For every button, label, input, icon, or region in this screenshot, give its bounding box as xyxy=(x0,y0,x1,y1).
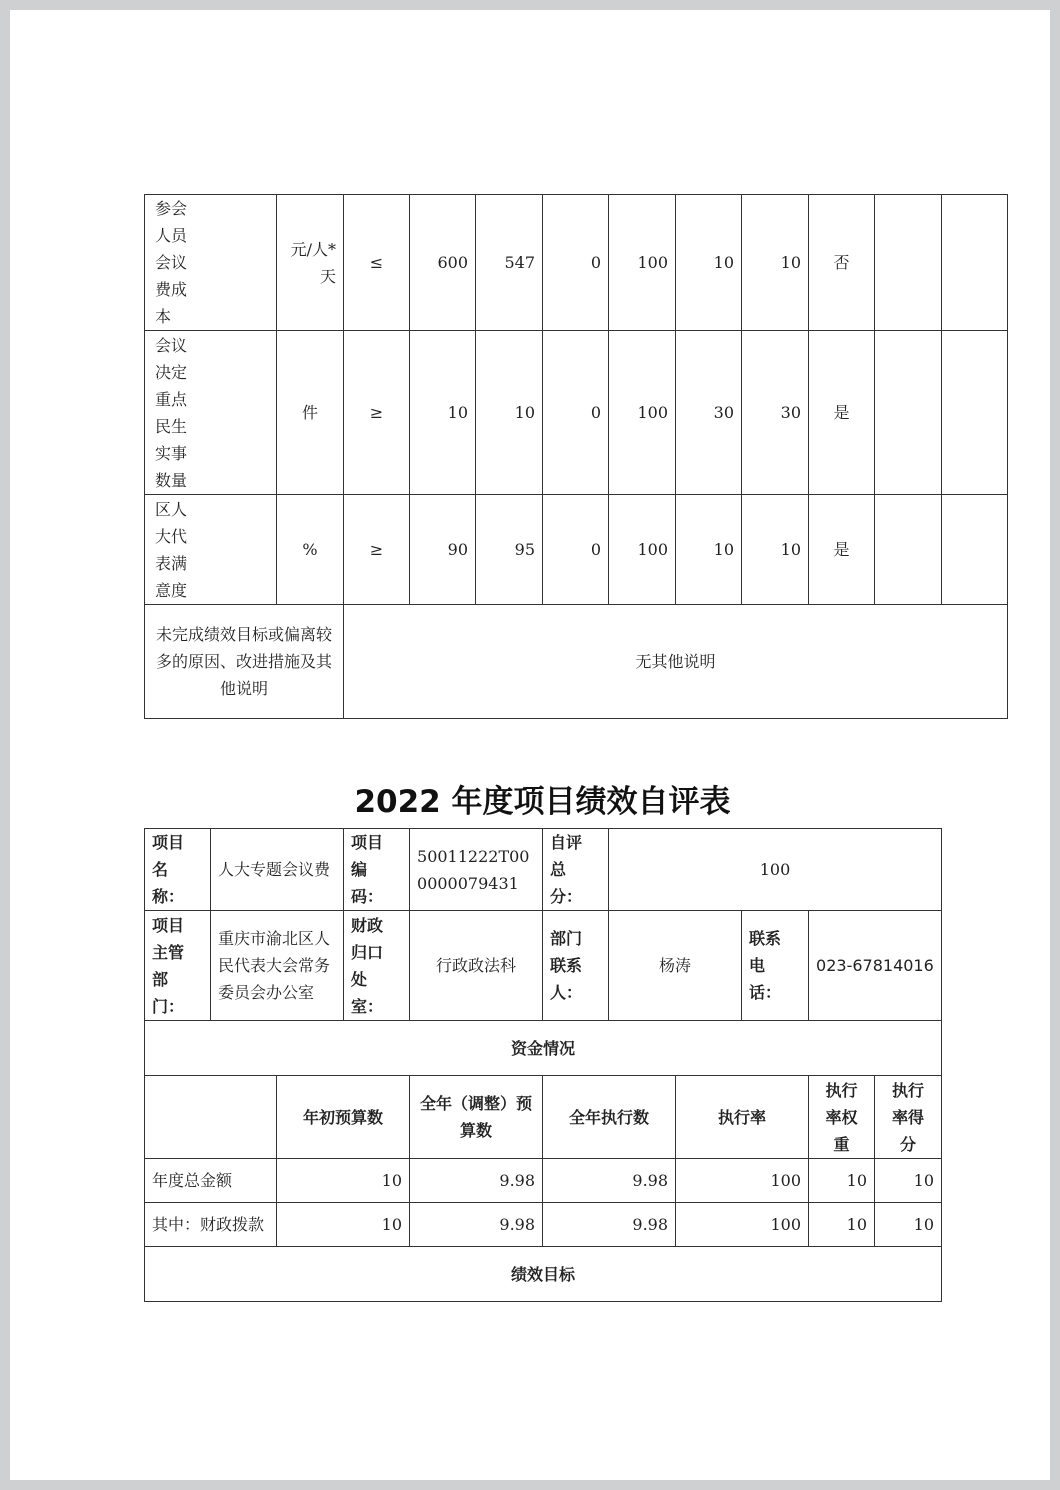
indicator-name: 会议决定重点民生实事数量 xyxy=(145,331,277,495)
goals-section-title: 绩效目标 xyxy=(145,1247,942,1302)
project-code-label: 项目编码： xyxy=(344,829,410,911)
indicator-rate: 100 xyxy=(609,331,676,495)
funds-row-executed: 9.98 xyxy=(543,1203,676,1247)
dept-row xyxy=(145,911,942,1021)
funds-row-score: 10 xyxy=(875,1159,942,1203)
self-score-label: 自评总分： xyxy=(543,829,609,911)
note-label: 未完成绩效目标或偏离较多的原因、改进措施及其他说明 xyxy=(145,605,344,719)
indicator-extra-2 xyxy=(942,331,1008,495)
funds-header-blank xyxy=(145,1076,277,1159)
indicator-extra-1 xyxy=(875,331,942,495)
indicator-extra-1 xyxy=(875,195,942,331)
indicator-name: 参会人员会议费成本 xyxy=(145,195,277,331)
indicator-unit: % xyxy=(277,495,344,605)
phone-label: 联系电话： xyxy=(742,911,809,1021)
project-code: 50011222T000000079431 xyxy=(410,829,543,911)
indicator-row xyxy=(145,195,1008,331)
contact-label: 部门联系人： xyxy=(543,911,609,1021)
funds-row-label: 年度总金额 xyxy=(145,1159,277,1203)
self-score: 100 xyxy=(609,829,942,911)
indicator-target: 10 xyxy=(410,331,476,495)
indicator-extra-1 xyxy=(875,495,942,605)
funds-header-initial: 年初预算数 xyxy=(277,1076,410,1159)
funds-header-adjusted: 全年（调整）预算数 xyxy=(410,1076,543,1159)
indicator-score: 10 xyxy=(742,195,809,331)
indicator-score: 30 xyxy=(742,331,809,495)
funds-row-rate: 100 xyxy=(676,1203,809,1247)
indicator-row xyxy=(145,331,1008,495)
indicator-rate: 100 xyxy=(609,495,676,605)
funds-row-initial: 10 xyxy=(277,1203,410,1247)
indicator-extra-2 xyxy=(942,495,1008,605)
funds-title-row xyxy=(145,1021,942,1076)
indicator-deviation: 0 xyxy=(543,195,609,331)
project-name: 人大专题会议费 xyxy=(211,829,344,911)
funds-header-executed: 全年执行数 xyxy=(543,1076,676,1159)
project-row xyxy=(145,829,942,911)
funds-header-rate: 执行率 xyxy=(676,1076,809,1159)
indicator-weight: 10 xyxy=(676,195,742,331)
document-page xyxy=(10,10,1050,1480)
indicator-operator: ≥ xyxy=(344,495,410,605)
form-title: 2022 年度项目绩效自评表 xyxy=(354,784,731,820)
indicator-weight: 30 xyxy=(676,331,742,495)
funds-row-adjusted: 9.98 xyxy=(410,1203,543,1247)
funds-header-weight: 执行率权重 xyxy=(809,1076,875,1159)
indicator-unit: 件 xyxy=(277,331,344,495)
funds-section-title: 资金情况 xyxy=(145,1021,942,1076)
funds-row-weight: 10 xyxy=(809,1159,875,1203)
indicator-operator: ≤ xyxy=(344,195,410,331)
funds-row-label: 其中：财政拨款 xyxy=(145,1203,277,1247)
contact-value: 杨涛 xyxy=(609,911,742,1021)
dept-value: 重庆市渝北区人民代表大会常务委员会办公室 xyxy=(211,911,344,1021)
indicator-actual: 95 xyxy=(476,495,543,605)
indicator-achieved: 是 xyxy=(809,331,875,495)
funds-row-initial: 10 xyxy=(277,1159,410,1203)
funds-header-score: 执行率得分 xyxy=(875,1076,942,1159)
indicator-weight: 10 xyxy=(676,495,742,605)
indicator-deviation: 0 xyxy=(543,331,609,495)
funds-row-score: 10 xyxy=(875,1203,942,1247)
indicator-actual: 547 xyxy=(476,195,543,331)
note-row xyxy=(145,605,1008,719)
indicator-operator: ≥ xyxy=(344,331,410,495)
phone-value: 023-67814016 xyxy=(809,911,942,1021)
indicator-table xyxy=(144,194,1008,719)
finance-value: 行政政法科 xyxy=(410,911,543,1021)
funds-header-row xyxy=(145,1076,942,1159)
indicator-row xyxy=(145,495,1008,605)
indicator-name: 区人大代表满意度 xyxy=(145,495,277,605)
funds-row xyxy=(145,1203,942,1247)
indicator-deviation: 0 xyxy=(543,495,609,605)
funds-row-executed: 9.98 xyxy=(543,1159,676,1203)
indicator-extra-2 xyxy=(942,195,1008,331)
funds-row-rate: 100 xyxy=(676,1159,809,1203)
indicator-achieved: 是 xyxy=(809,495,875,605)
indicator-rate: 100 xyxy=(609,195,676,331)
dept-label: 项目主管部门： xyxy=(145,911,211,1021)
note-value: 无其他说明 xyxy=(344,605,1008,719)
indicator-score: 10 xyxy=(742,495,809,605)
funds-row-adjusted: 9.98 xyxy=(410,1159,543,1203)
indicator-unit: 元/人*天 xyxy=(277,195,344,331)
funds-row-weight: 10 xyxy=(809,1203,875,1247)
indicator-target: 90 xyxy=(410,495,476,605)
self-eval-table xyxy=(144,828,942,1302)
indicator-actual: 10 xyxy=(476,331,543,495)
indicator-achieved: 否 xyxy=(809,195,875,331)
funds-row xyxy=(145,1159,942,1203)
indicator-target: 600 xyxy=(410,195,476,331)
project-name-label: 项目名称： xyxy=(145,829,211,911)
goals-title-row xyxy=(145,1247,942,1302)
finance-label: 财政归口处室： xyxy=(344,911,410,1021)
